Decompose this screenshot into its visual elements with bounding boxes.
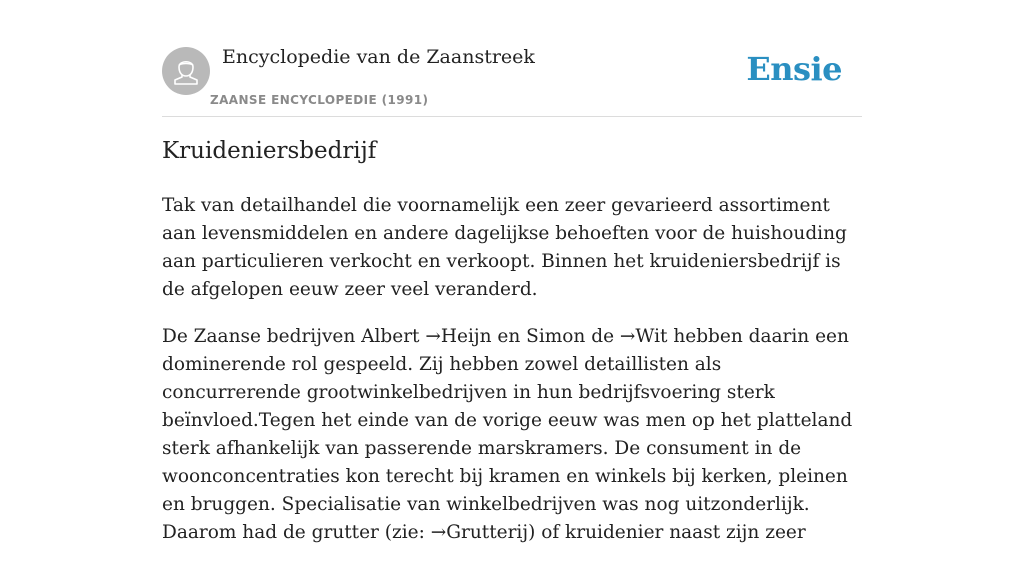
article-paragraph: Tak van detailhandel die voornamelijk een zeer gevarieerd assortiment aan levensmiddelen en andere dagelijkse behoeften voor de huishouding aan particulieren verkocht en verkoopt. Binnen het kruideniersbedrijf is de afgelopen eeuw zeer veel veranderd.: [162, 195, 847, 300]
paragraph-text: De Zaanse bedrijven Albert: [162, 326, 426, 347]
paragraph-text: hebben daarin een dominerende rol gespeeld. Zij hebben zowel detaillisten als concurrerende grootwinkelbedrijven in hun bedrijfsvoering sterk beïnvloed.Tegen het einde van de vorige eeuw was men op het platteland sterk afhankelijk van passerende marskramers. De consument in de woonconcentraties kon terecht bij kramen en winkels bij kerken, pleinen en bruggen. Specialisatie van winkelbedrijven was nog uitzonderlijk. Daarom had de grutter (zie:: [162, 326, 853, 543]
xref-link-wit[interactable]: →Wit: [619, 326, 668, 347]
user-silhouette-icon[interactable]: [162, 47, 210, 95]
paragraph-text: ) of kruidenier naast zijn zeer: [528, 522, 806, 543]
source-subtitle[interactable]: ZAANSE ENCYCLOPEDIE (1991): [210, 93, 429, 107]
paragraph-text: en Simon de: [491, 326, 620, 347]
source-header: [162, 40, 862, 117]
xref-link-grutterij[interactable]: →Grutterij: [430, 522, 529, 543]
source-title[interactable]: Encyclopedie van de Zaanstreek: [222, 46, 535, 68]
article-title: Kruideniersbedrijf: [162, 138, 377, 164]
xref-link-heijn[interactable]: →Heijn: [425, 326, 492, 347]
article-body: [162, 192, 862, 566]
article-paragraph: [162, 323, 862, 547]
brand-logo[interactable]: Ensie: [746, 50, 842, 88]
